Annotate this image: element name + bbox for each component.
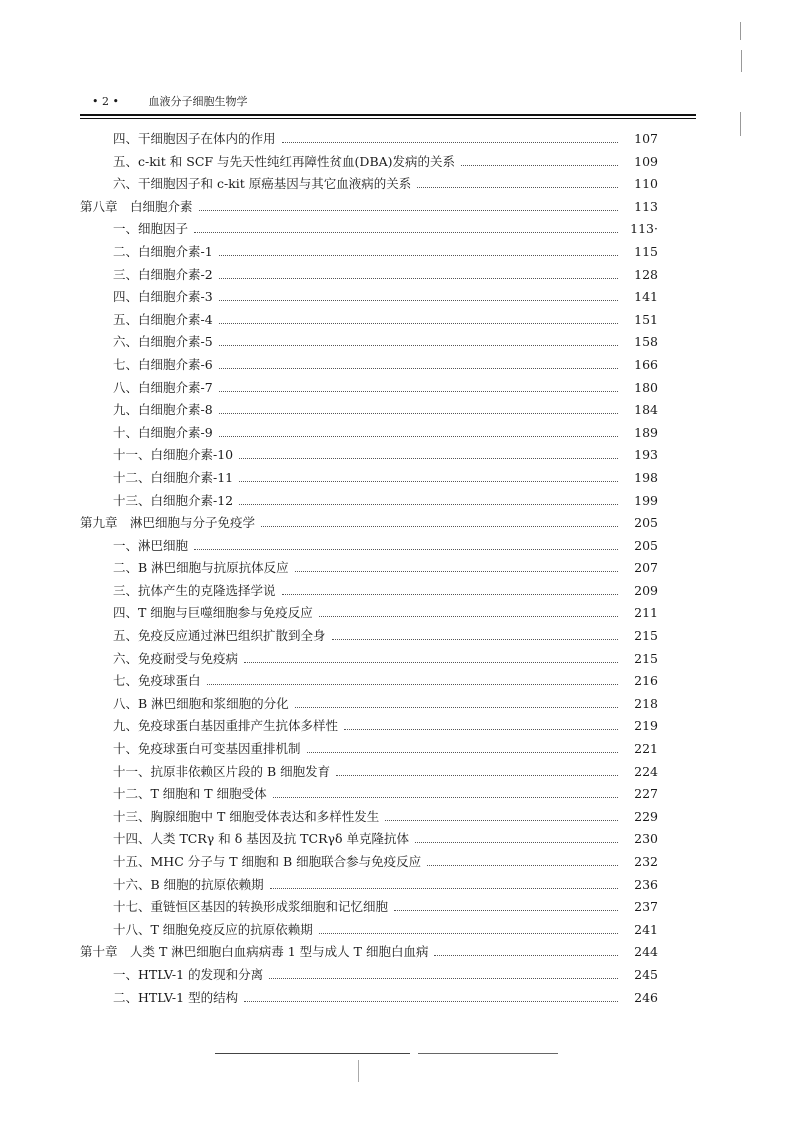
dot-leader [219, 277, 618, 279]
dot-leader [319, 615, 618, 617]
dot-leader [219, 435, 618, 437]
toc-entry-title: 五、c-kit 和 SCF 与先天性纯红再障性贫血(DBA)发病的关系 [113, 153, 456, 169]
dot-leader [219, 344, 618, 346]
dot-leader [194, 231, 618, 233]
toc-entry-page: 180 [634, 379, 658, 395]
dot-leader [282, 593, 618, 595]
toc-entry-page: 236 [634, 876, 658, 892]
dot-leader [295, 706, 618, 708]
toc-chapter-entry [80, 512, 658, 535]
table-of-contents [80, 128, 658, 1009]
toc-entry-page: 246 [634, 989, 658, 1005]
toc-section-entry [80, 377, 658, 400]
toc-entry-page: 229 [634, 808, 658, 824]
toc-entry-title: 四、T 细胞与巨噬细胞参与免疫反应 [113, 605, 313, 621]
toc-entry-page: 141 [634, 289, 658, 305]
toc-entry-page: 184 [634, 402, 658, 418]
toc-section-entry [80, 309, 658, 332]
running-header [92, 94, 692, 110]
toc-entry-page: 205 [634, 537, 658, 553]
toc-entry-page: 221 [634, 741, 658, 757]
toc-entry-page: 237 [634, 899, 658, 915]
dot-leader [194, 548, 618, 550]
dot-leader [394, 909, 618, 911]
dot-leader [244, 661, 618, 663]
toc-section-entry [80, 602, 658, 625]
dot-leader [344, 728, 618, 730]
dot-leader [385, 819, 618, 821]
toc-entry-page: 107 [634, 131, 658, 146]
dot-leader [239, 503, 618, 505]
dot-leader [461, 164, 618, 166]
toc-section-entry [80, 264, 658, 287]
dot-leader [427, 864, 618, 866]
toc-section-entry [80, 422, 658, 445]
toc-entry-page: 189 [634, 424, 658, 440]
toc-entry-title: 四、白细胞介素-3 [113, 289, 213, 305]
toc-entry-title: 五、白细胞介素-4 [113, 311, 213, 327]
header-book-title: 血液分子细胞生物学 [148, 95, 248, 108]
dot-leader [336, 774, 618, 776]
toc-entry-page: 209 [634, 582, 658, 598]
dot-leader [199, 209, 618, 211]
toc-section-entry [80, 580, 658, 603]
toc-entry-title: 一、淋巴细胞 [113, 537, 189, 553]
toc-section-entry [80, 761, 658, 784]
dot-leader [270, 887, 618, 889]
scan-edge-mark [740, 112, 741, 136]
toc-entry-title: 第八章 白细胞介素 [80, 198, 193, 214]
dot-leader [295, 570, 618, 572]
toc-entry-page: 151 [634, 311, 658, 327]
toc-entry-page: 219 [634, 718, 658, 734]
toc-entry-title: 二、白细胞介素-1 [113, 243, 213, 259]
header-rule-thick [80, 114, 696, 116]
toc-section-entry [80, 173, 658, 196]
toc-entry-title: 八、白细胞介素-7 [113, 379, 213, 395]
dot-leader [417, 186, 618, 188]
dot-leader [219, 412, 618, 414]
toc-section-entry [80, 964, 658, 987]
toc-entry-page: 199 [634, 492, 658, 508]
dot-leader [219, 299, 618, 301]
header-rule-thin [80, 118, 696, 119]
toc-entry-title: 八、B 淋巴细胞和浆细胞的分化 [113, 695, 289, 711]
toc-entry-page: 218 [634, 695, 658, 711]
toc-entry-page: 166 [634, 356, 658, 372]
toc-entry-page: 215 [634, 628, 658, 644]
toc-section-entry [80, 151, 658, 174]
dot-leader [273, 796, 618, 798]
toc-entry-title: 十三、白细胞介素-12 [113, 492, 234, 508]
toc-entry-title: 七、白细胞介素-6 [113, 356, 213, 372]
toc-entry-title: 一、细胞因子 [113, 221, 189, 237]
toc-entry-title: 二、HTLV-1 型的结构 [113, 989, 239, 1005]
toc-section-entry [80, 738, 658, 761]
toc-entry-page: 205 [634, 515, 658, 531]
toc-section-entry [80, 286, 658, 309]
toc-section-entry [80, 218, 658, 241]
toc-entry-title: 六、白细胞介素-5 [113, 334, 213, 350]
dot-leader [261, 525, 618, 527]
toc-entry-page: 109 [634, 153, 658, 169]
toc-section-entry [80, 896, 658, 919]
toc-entry-page: 215 [634, 650, 658, 666]
dot-leader [319, 932, 618, 934]
toc-entry-title: 五、免疫反应通过淋巴组织扩散到全身 [113, 628, 326, 644]
scan-edge-mark [741, 50, 742, 72]
toc-section-entry [80, 557, 658, 580]
dot-leader [434, 954, 618, 956]
footer-gutter-mark [358, 1060, 359, 1082]
toc-section-entry [80, 874, 658, 897]
toc-section-entry [80, 331, 658, 354]
toc-entry-page: 110 [634, 176, 658, 192]
toc-entry-title: 十、免疫球蛋白可变基因重排机制 [113, 741, 301, 757]
toc-entry-page: 227 [634, 786, 658, 802]
toc-section-entry [80, 490, 658, 513]
toc-entry-page: 115 [634, 243, 658, 259]
toc-section-entry [80, 444, 658, 467]
toc-entry-title: 十六、B 细胞的抗原依赖期 [113, 876, 264, 892]
dot-leader [239, 457, 618, 459]
toc-section-entry [80, 919, 658, 942]
toc-entry-page: 158 [634, 334, 658, 350]
toc-entry-title: 十四、人类 TCRγ 和 δ 基因及抗 TCRγδ 单克隆抗体 [113, 831, 409, 847]
toc-entry-page: 245 [634, 966, 658, 982]
footer-rule-right [418, 1053, 558, 1054]
toc-entry-title: 十五、MHC 分子与 T 细胞和 B 细胞联合参与免疫反应 [113, 854, 422, 869]
toc-section-entry [80, 399, 658, 422]
dot-leader [307, 751, 618, 753]
dot-leader [219, 254, 618, 256]
toc-entry-title: 七、免疫球蛋白 [113, 673, 201, 689]
toc-entry-title: 三、白细胞介素-2 [113, 266, 213, 282]
toc-section-entry [80, 535, 658, 558]
dot-leader [239, 480, 618, 482]
toc-section-entry [80, 128, 658, 151]
toc-section-entry [80, 693, 658, 716]
toc-section-entry [80, 467, 658, 490]
toc-entry-page: 230 [634, 831, 658, 847]
toc-entry-page: 244 [634, 944, 658, 960]
dot-leader [415, 841, 618, 843]
toc-entry-page: 113 [634, 198, 658, 214]
header-page-number: • 2 • [92, 95, 119, 108]
toc-section-entry [80, 648, 658, 671]
toc-entry-title: 十一、白细胞介素-10 [113, 447, 234, 463]
toc-entry-title: 一、HTLV-1 的发现和分离 [113, 966, 264, 982]
toc-entry-page: 232 [634, 854, 658, 869]
toc-entry-page: 241 [634, 921, 658, 937]
toc-section-entry [80, 715, 658, 738]
toc-entry-page: 211 [634, 605, 658, 621]
toc-entry-page: 128 [634, 266, 658, 282]
dot-leader [244, 1000, 618, 1002]
toc-entry-title: 四、干细胞因子在体内的作用 [113, 131, 276, 146]
toc-entry-title: 十二、T 细胞和 T 细胞受体 [113, 786, 267, 802]
toc-chapter-entry [80, 196, 658, 219]
toc-section-entry [80, 987, 658, 1010]
toc-entry-page: 198 [634, 469, 658, 485]
dot-leader [219, 322, 618, 324]
dot-leader [207, 683, 618, 685]
toc-entry-title: 九、白细胞介素-8 [113, 402, 213, 418]
toc-entry-title: 九、免疫球蛋白基因重排产生抗体多样性 [113, 718, 339, 734]
toc-section-entry [80, 354, 658, 377]
toc-entry-page: 193 [634, 447, 658, 463]
dot-leader [282, 141, 618, 143]
toc-entry-title: 二、B 淋巴细胞与抗原抗体反应 [113, 560, 289, 576]
dot-leader [269, 977, 618, 979]
toc-entry-page: 207 [634, 560, 658, 576]
toc-section-entry [80, 851, 658, 874]
toc-entry-page: 224 [634, 763, 658, 779]
toc-section-entry [80, 828, 658, 851]
toc-section-entry [80, 625, 658, 648]
toc-section-entry [80, 783, 658, 806]
dot-leader [219, 367, 618, 369]
footer-rule-left [215, 1053, 410, 1054]
toc-entry-title: 第十章 人类 T 淋巴细胞白血病病毒 1 型与成人 T 细胞白血病 [80, 944, 429, 960]
scan-edge-mark [740, 22, 741, 40]
toc-entry-title: 十七、重链恒区基因的转换形成浆细胞和记忆细胞 [113, 899, 389, 915]
toc-chapter-entry [80, 941, 658, 964]
toc-entry-page: 113· [630, 221, 658, 237]
dot-leader [332, 638, 618, 640]
toc-entry-title: 六、免疫耐受与免疫病 [113, 650, 239, 666]
toc-entry-title: 十、白细胞介素-9 [113, 424, 213, 440]
toc-entry-title: 第九章 淋巴细胞与分子免疫学 [80, 515, 256, 531]
toc-entry-title: 六、干细胞因子和 c-kit 原癌基因与其它血液病的关系 [113, 176, 412, 192]
toc-entry-title: 十二、白细胞介素-11 [113, 469, 234, 485]
toc-entry-title: 三、抗体产生的克隆选择学说 [113, 582, 276, 598]
toc-entry-title: 十三、胸腺细胞中 T 细胞受体表达和多样性发生 [113, 808, 380, 824]
toc-entry-title: 十八、T 细胞免疫反应的抗原依赖期 [113, 921, 313, 937]
toc-entry-page: 216 [634, 673, 658, 689]
toc-section-entry [80, 806, 658, 829]
toc-section-entry [80, 670, 658, 693]
toc-entry-title: 十一、抗原非依赖区片段的 B 细胞发育 [113, 763, 331, 779]
dot-leader [219, 390, 618, 392]
toc-section-entry [80, 241, 658, 264]
